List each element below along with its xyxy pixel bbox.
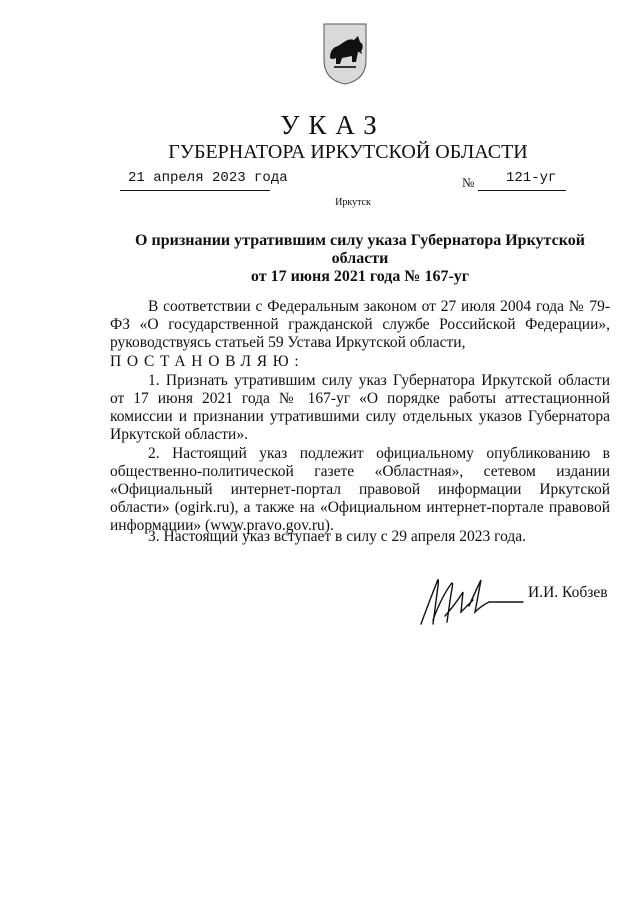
document-heading bbox=[110, 232, 610, 286]
coat-of-arms-icon bbox=[320, 22, 370, 86]
place-of-issue: Иркутск bbox=[335, 197, 371, 208]
heading-line-2: от 17 июня 2021 года № 167-уг bbox=[250, 268, 470, 285]
decree-word: ПОСТАНОВЛЯЮ: bbox=[110, 353, 305, 370]
number-sign: № bbox=[462, 175, 475, 190]
item-2: 2. Настоящий указ подлежит официальному опубликованию в общественно-политической газете «Областная», сетевом издании «Официальный интернет-портал правовой информации Иркутской области» (ogirk.ru), а также на «Официальном интернет-портале правовой информации» (www.pravo.gov.ru). bbox=[110, 445, 610, 534]
signer-name: И.И. Кобзев bbox=[528, 584, 608, 601]
handwritten-signature bbox=[415, 572, 525, 630]
document-date: 21 апреля 2023 года bbox=[128, 170, 288, 186]
document-title: УКАЗ bbox=[280, 110, 386, 140]
issuer-title: ГУБЕРНАТОРА ИРКУТСКОЙ ОБЛАСТИ bbox=[168, 141, 528, 163]
item-3: 3. Настоящий указ вступает в силу с 29 апреля 2023 года. bbox=[148, 528, 527, 545]
document-number: 121-уг bbox=[506, 170, 557, 186]
heading-line-1: О признании утратившим силу указа Губернатора Иркутской области bbox=[135, 232, 585, 267]
item-1: 1. Признать утратившим силу указ Губернатора Иркутской области от 17 июня 2021 года № 167-уг «О порядке работы аттестационной комиссии и признании утратившими силу отдельных указов Губернатора Иркутской области». bbox=[110, 372, 610, 443]
preamble-paragraph: В соответствии с Федеральным законом от 27 июля 2004 года № 79-ФЗ «О государственной гражданской службе Российской Федерации», руководствуясь статьей 59 Устава Иркутской области, bbox=[110, 298, 610, 351]
